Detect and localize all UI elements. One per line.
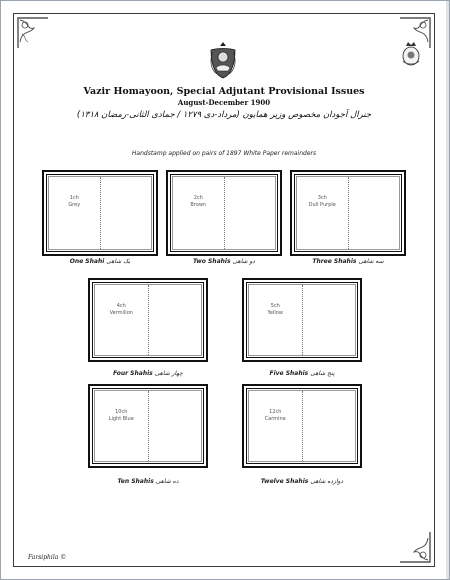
stamp-space (95, 391, 149, 461)
stamp-denomination: 2ch (193, 195, 203, 201)
stamp-color: Dull Purple (308, 202, 336, 208)
stamp-space (101, 177, 152, 249)
stamp-cell (166, 170, 282, 274)
page-title: Vazir Homayoon, Special Adjutant Provisional Issues (83, 86, 365, 97)
stamp-caption: One Shahi یک شاهی (69, 258, 131, 265)
viewer-scrollbar[interactable] (446, 1, 449, 579)
handstamp-note: Handstamp applied on pairs of 1897 White Paper remainders (131, 150, 317, 157)
stamp-pair-frame (290, 170, 406, 256)
stamp-space (303, 391, 356, 461)
stamp-caption: Two Shahis دو شاهی (192, 258, 256, 265)
stamp-space (249, 391, 303, 461)
stamp-caption: Twelve Shahis دوازده شاهی (260, 478, 344, 485)
stamp-space (225, 177, 276, 249)
stamp-caption: Five Shahis پنج شاهی (269, 370, 335, 377)
stamp-cell (88, 278, 208, 388)
crowned-arms-icon (400, 41, 422, 67)
stamp-caption: Three Shahis سه شاهی (312, 258, 384, 265)
stamp-cell (88, 384, 208, 494)
stamp-pair-frame (88, 278, 208, 362)
stamp-space (49, 177, 101, 249)
stamp-space (149, 285, 202, 355)
stamp-color: Yellow (267, 310, 283, 316)
stamp-caption: Four Shahis چهار شاهی (113, 370, 183, 377)
stamp-space (173, 177, 225, 249)
stamp-color: Vermilion (109, 310, 133, 316)
stamp-pair (94, 284, 202, 356)
stamp-pair-frame (242, 278, 362, 362)
persian-title: جنرال آجودان مخصوص وزیر همایون (مرداد-دی ۱۲۷۹ / جمادی الثانی-رمضان ۱۳۱۸) (76, 110, 372, 120)
stamp-cell (290, 170, 406, 274)
stamp-space (303, 285, 356, 355)
stamp-pair-frame (166, 170, 282, 256)
stamp-pair-frame (42, 170, 158, 256)
stamp-color: Grey (68, 202, 81, 208)
stamp-denomination: 12ch (269, 409, 282, 415)
stamp-space (297, 177, 349, 249)
stamp-space (95, 285, 149, 355)
stamp-denomination: 4ch (116, 303, 126, 309)
corner-ornament-icon (16, 16, 50, 50)
stamp-denomination: 3ch (317, 195, 327, 201)
corner-ornament-icon (398, 530, 432, 564)
stamp-caption: Ten Shahis ده شاهی (117, 478, 179, 485)
stamp-space (149, 391, 202, 461)
stamp-denomination: 5ch (270, 303, 280, 309)
stamp-cell (42, 170, 158, 274)
stamp-pair (172, 176, 276, 250)
stamp-cell (242, 278, 362, 388)
stamp-denomination: 10ch (115, 409, 128, 415)
stamp-pair (248, 390, 356, 462)
stamp-space (249, 285, 303, 355)
stamp-color: Light Blue (108, 416, 134, 422)
stamp-pair (94, 390, 202, 462)
footer-credit: Farsiphila © (28, 554, 67, 561)
stamp-denomination: 1ch (69, 195, 79, 201)
stamp-cell (242, 384, 362, 494)
album-page (13, 13, 435, 567)
lion-and-sun-crest-icon (207, 40, 239, 80)
stamp-pair (48, 176, 152, 250)
date-range: August-December 1900 (177, 98, 271, 107)
stamp-pair-frame (242, 384, 362, 468)
stamp-pair-frame (88, 384, 208, 468)
stamp-space (349, 177, 400, 249)
stamp-pair (296, 176, 400, 250)
stamp-pair (248, 284, 356, 356)
stamp-color: Carmine (264, 416, 286, 422)
stamp-color: Brown (190, 202, 207, 208)
